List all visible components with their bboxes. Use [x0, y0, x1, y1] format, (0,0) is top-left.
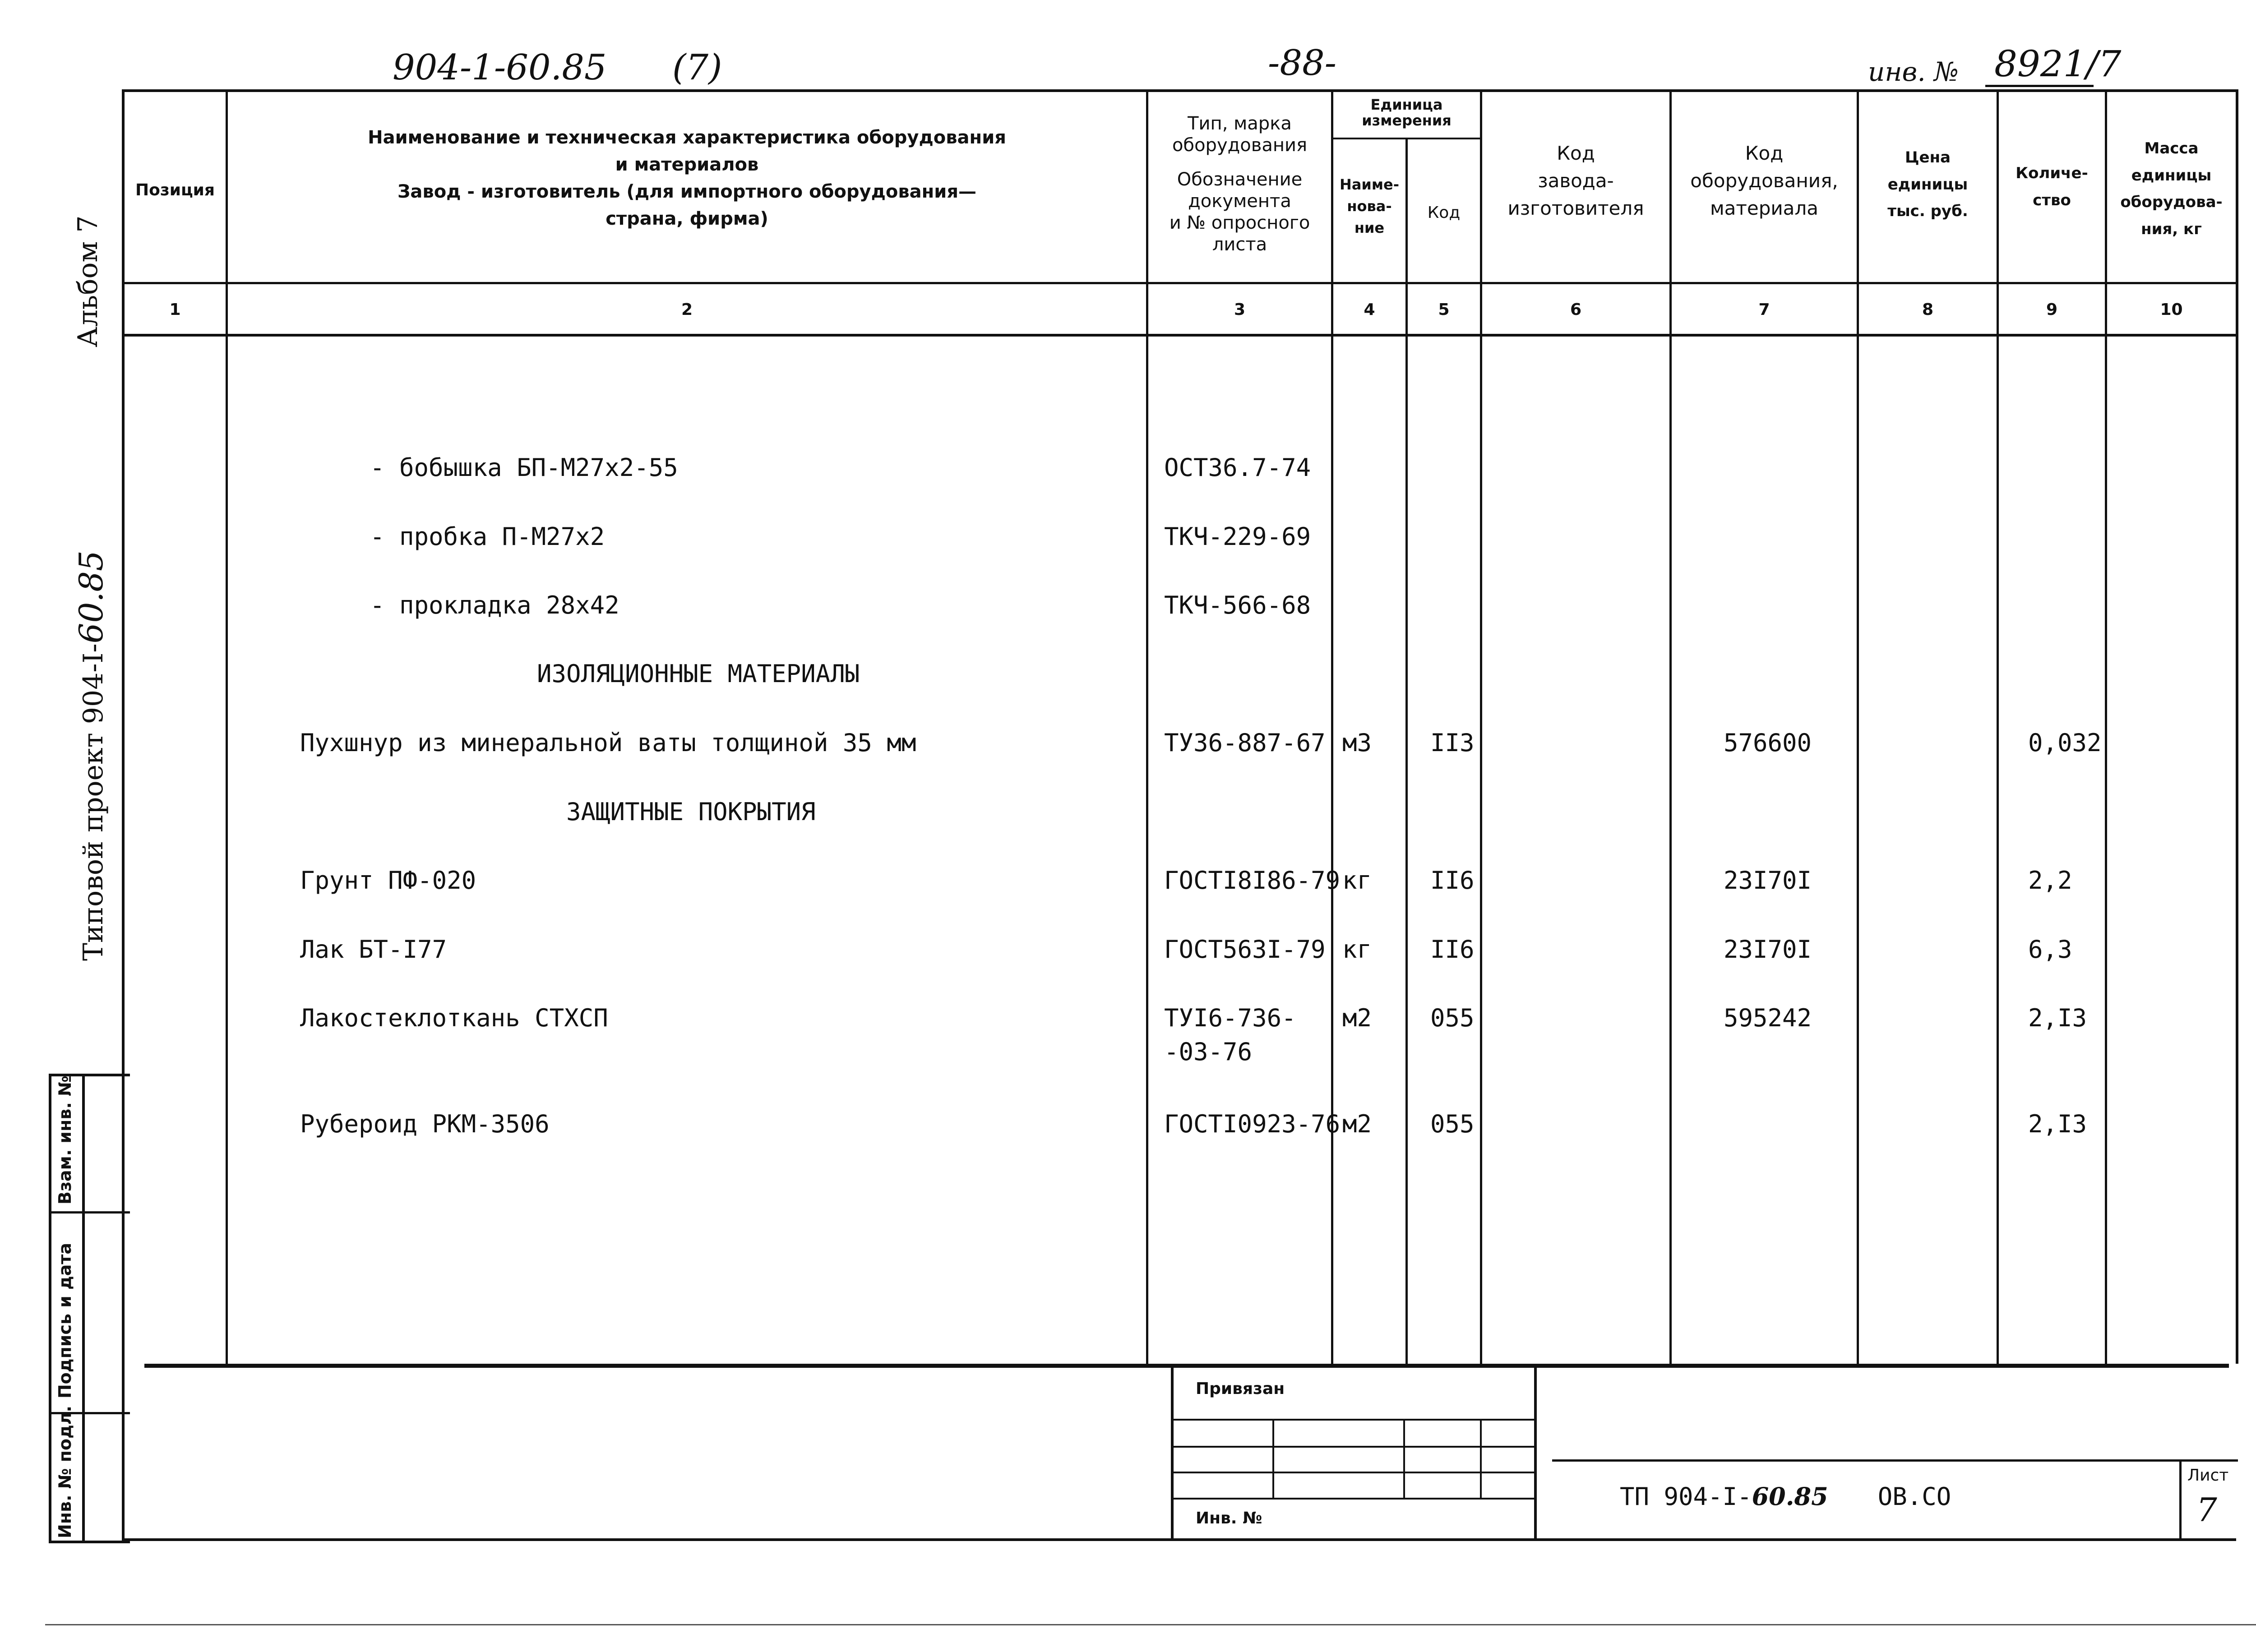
row-quantity: 2,I3: [2028, 1004, 2087, 1032]
row-doc: ОСТ36.7-74: [1164, 453, 1311, 482]
header-unit-name-line1: Наиме-: [1340, 176, 1399, 193]
row-unit-code: II3: [1430, 729, 1475, 757]
header-name: [228, 124, 1146, 232]
project-label: [72, 550, 110, 961]
row-unit: м3: [1342, 729, 1372, 757]
footer-top-line: [144, 1364, 2229, 1368]
stamp-border-mid: [82, 1074, 85, 1543]
header-mass-line2: единицы: [2131, 166, 2212, 185]
table-top-border: [122, 89, 2238, 92]
row-quantity: 6,3: [2028, 935, 2072, 964]
row-doc: ТУ36-887-67: [1164, 729, 1326, 757]
header-type: [1148, 113, 1331, 255]
header-quantity-line1: Количе-: [2016, 164, 2088, 182]
header-name-line2: и материалов: [615, 154, 759, 175]
header-mass-line1: Масса: [2144, 139, 2199, 157]
section-heading: ИЗОЛЯЦИОННЫЕ МАТЕРИАЛЫ: [537, 660, 860, 688]
col-number-1: 1: [169, 300, 181, 319]
header-factory-code-line1: Код: [1557, 142, 1595, 164]
row-unit-code: II6: [1430, 935, 1475, 964]
sheet-number: 7: [2196, 1491, 2217, 1529]
row-name: - прокладка 28х42: [370, 591, 619, 619]
header-name-line4: страна, фирма): [606, 208, 768, 229]
doc-code-suffix: ОВ.СО: [1877, 1482, 1951, 1511]
row-doc: ГОСТI8I86-79: [1164, 866, 1341, 895]
col-numbers-bottom-line: [122, 334, 2238, 337]
sheet-label: Лист: [2187, 1466, 2229, 1485]
section-heading: ЗАЩИТНЫЕ ПОКРЫТИЯ: [566, 798, 816, 826]
row-name: - пробка П-М27х2: [370, 522, 605, 551]
stamp-border-bottom: [49, 1541, 130, 1543]
header-material-code: [1672, 140, 1857, 222]
row-material-code: 23I70I: [1724, 866, 1812, 895]
col-divider-8: [1997, 89, 1999, 1364]
inventory-label: инв. №: [1868, 56, 1959, 87]
row-unit: кг: [1342, 866, 1372, 895]
col-number-4: 4: [1364, 300, 1375, 319]
stamp-inv-original: Инв. № подл.: [55, 1405, 75, 1538]
col-number-7: 7: [1758, 300, 1770, 319]
row-material-code: 576600: [1724, 729, 1812, 757]
col-number-6: 6: [1570, 300, 1582, 319]
header-mass-line3: оборудова-: [2120, 193, 2223, 211]
doc-code: [1620, 1482, 1951, 1511]
row-name: Лак БТ-I77: [300, 935, 447, 964]
header-factory-code-line2: завода-: [1538, 169, 1614, 192]
row-name: Рубероид РКМ-3506: [300, 1110, 550, 1138]
doc-code-top-line: [1552, 1459, 2238, 1462]
header-type-line5: и № опросного: [1169, 212, 1310, 233]
header-unit-code: Код: [1427, 203, 1461, 222]
header-quantity-line2: ство: [2033, 191, 2071, 209]
sheet-mark: (7): [672, 47, 722, 88]
inventory-underline: [1985, 85, 2094, 87]
col-divider-6: [1669, 89, 1672, 1364]
inv-no-label: Инв. №: [1196, 1509, 1262, 1527]
row-quantity: 2,2: [2028, 866, 2072, 895]
privyazan-box-left: [1171, 1365, 1174, 1541]
header-position: Позиция: [135, 181, 215, 199]
col-divider-3: [1331, 89, 1333, 1364]
doc-code-handwritten: 60.85: [1752, 1482, 1828, 1511]
privyazan-vline-2: [1403, 1420, 1405, 1499]
row-unit: кг: [1342, 935, 1372, 964]
header-mass: [2107, 135, 2236, 243]
header-mass-line4: ния, кг: [2141, 220, 2202, 238]
col-divider-2: [1146, 89, 1148, 1364]
col-number-9: 9: [2046, 300, 2058, 319]
privyazan-label: Привязан: [1196, 1380, 1285, 1398]
row-doc: ТКЧ-229-69: [1164, 522, 1311, 551]
sheet-box-left: [2179, 1460, 2182, 1541]
row-name: - бобышка БП-М27х2-55: [370, 453, 678, 482]
col-number-10: 10: [2160, 300, 2183, 319]
row-doc: ГОСТ563I-79: [1164, 935, 1326, 964]
row-material-code: 595242: [1724, 1004, 1812, 1032]
row-doc: ТУI6-736-: [1164, 1004, 1296, 1032]
header-price-line3: тыс. руб.: [1887, 202, 1968, 220]
col-divider-5: [1480, 89, 1482, 1364]
col-number-5: 5: [1438, 300, 1450, 319]
header-name-line1: Наименование и техническая характеристика оборудования: [368, 127, 1006, 148]
row-unit-code: II6: [1430, 866, 1475, 895]
header-quantity: [1999, 160, 2105, 214]
col-divider-1: [226, 89, 228, 1364]
stamp-vzam-inv: Взам. инв. №: [55, 1075, 75, 1204]
header-factory-code: [1482, 140, 1669, 222]
stamp-signature-date: Подпись и дата: [55, 1242, 75, 1398]
scan-edge-line: [45, 1624, 2256, 1625]
header-type-line2: оборудования: [1172, 135, 1308, 156]
table-right-border: [2236, 89, 2238, 1364]
privyazan-vline-1: [1272, 1420, 1274, 1499]
row-doc: ТКЧ-566-68: [1164, 591, 1311, 619]
header-material-code-line2: оборудования,: [1690, 169, 1838, 192]
header-unit-name: [1333, 174, 1405, 239]
col-number-8: 8: [1922, 300, 1934, 319]
header-unit-group: Единица измерения: [1362, 96, 1452, 129]
row-quantity: 2,I3: [2028, 1110, 2087, 1138]
row-unit: м2: [1342, 1110, 1372, 1138]
page-number: -88-: [1268, 43, 1336, 83]
header-type-line1: Тип, марка: [1188, 113, 1292, 134]
row-name: Пухшнур из минеральной ваты толщиной 35 мм: [300, 729, 916, 757]
col-divider-7: [1857, 89, 1859, 1364]
inventory-number: 8921/7: [1994, 43, 2122, 85]
row-doc-continued: -03-76: [1164, 1038, 1253, 1066]
header-material-code-line1: Код: [1745, 142, 1784, 164]
row-name: Лакостеклоткань СТХСП: [300, 1004, 608, 1032]
row-unit-code: 055: [1430, 1004, 1475, 1032]
header-type-line6: листа: [1212, 234, 1267, 255]
header-price-line1: Цена: [1905, 148, 1951, 166]
privyazan-vline-3: [1480, 1420, 1482, 1499]
row-unit: м2: [1342, 1004, 1372, 1032]
header-price: [1859, 144, 1997, 225]
row-material-code: 23I70I: [1724, 935, 1812, 964]
album-label: Альбом 7: [72, 215, 104, 347]
header-type-line3: Обозначение: [1177, 169, 1303, 190]
project-label-text: Типовой проект 904-I-: [78, 643, 109, 961]
footer-bottom-line: [125, 1538, 2236, 1541]
header-unit-name-line3: ние: [1354, 219, 1385, 236]
privyazan-box-right: [1534, 1365, 1537, 1541]
row-name: Грунт ПФ-020: [300, 866, 476, 895]
col-number-2: 2: [681, 300, 693, 319]
project-designation: 904-1-60.85: [393, 47, 607, 88]
header-unit-name-line2: нова-: [1347, 198, 1392, 215]
doc-code-prefix: ТП 904-I-: [1620, 1482, 1752, 1511]
project-label-handwritten: 60.85: [72, 550, 110, 644]
stamp-divider-1: [49, 1211, 130, 1214]
col-number-3: 3: [1234, 300, 1246, 319]
row-unit-code: 055: [1430, 1110, 1475, 1138]
header-name-line3: Завод - изготовитель (для импортного оборудования—: [397, 181, 977, 202]
header-type-line4: документа: [1188, 191, 1291, 212]
row-doc: ГОСТI0923-76: [1164, 1110, 1341, 1138]
header-price-line2: единицы: [1887, 175, 1968, 194]
header-factory-code-line3: изготовителя: [1507, 197, 1644, 219]
row-quantity: 0,032: [2028, 729, 2102, 757]
stamp-border-left: [49, 1074, 51, 1543]
header-material-code-line3: материала: [1710, 197, 1818, 219]
header-bottom-line: [122, 282, 2238, 284]
col-divider-9: [2105, 89, 2107, 1364]
